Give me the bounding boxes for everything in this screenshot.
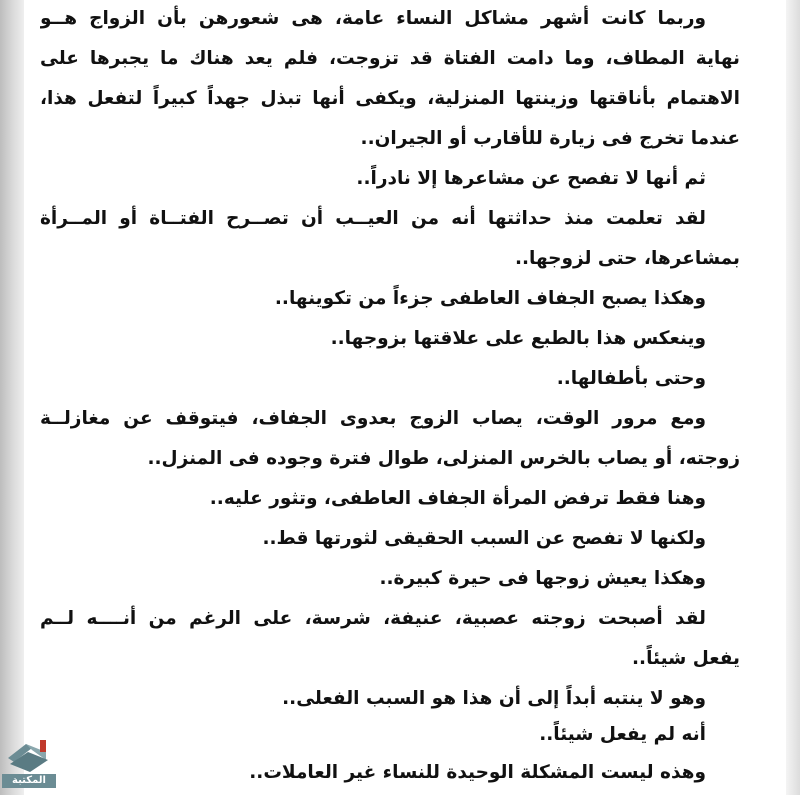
text-line-2: نهاية المطاف، وما دامت الفتاة قد تزوجت، فلم يعد هناك ما يجبرها على xyxy=(40,48,740,69)
text-line-3: الاهتمام بأناقتها وزينتها المنزلية، ويكفى أنها تبذل جهداً كبيراً لتفعل هذا، xyxy=(40,88,740,109)
text-line-13: وهنا فقط ترفض المرأة الجفاف العاطفى، وتثور عليه.. xyxy=(209,488,706,509)
text-line-5: ثم أنها لا تفصح عن مشاعرها إلا نادراً.. xyxy=(356,168,706,189)
library-watermark-label: المكتبة xyxy=(2,774,56,788)
text-line-18: وهو لا ينتبه أبداً إلى أن هذا هو السبب الفعلى.. xyxy=(282,688,706,709)
library-watermark xyxy=(2,738,56,792)
text-line-10: وحتى بأطفالها.. xyxy=(556,368,706,389)
text-line-16: لقد أصبحت زوجته عصبية، عنيفة، شرسة، على الرغم من أنــــه لــم xyxy=(40,608,706,629)
scan-edge-right xyxy=(786,0,800,795)
text-line-1: وربما كانت أشهر مشاكل النساء عامة، هى شعورهن بأن الزواج هــو xyxy=(40,8,706,29)
text-line-14: ولكنها لا تفصح عن السبب الحقيقى لثورتها قط.. xyxy=(262,528,706,549)
text-line-15: وهكذا يعيش زوجها فى حيرة كبيرة.. xyxy=(379,568,706,589)
text-line-19: أنه لم يفعل شيئاً.. xyxy=(539,724,706,745)
text-line-4: عندما تخرج فى زيارة للأقارب أو الجيران.. xyxy=(360,128,740,149)
text-line-6: لقد تعلمت منذ حداثتها أنه من العيــب أن تصــرح الفتــاة أو المــرأة xyxy=(40,208,706,229)
book-page xyxy=(40,0,740,795)
text-line-8: وهكذا يصبح الجفاف العاطفى جزءاً من تكوينها.. xyxy=(274,288,706,309)
text-line-17: يفعل شيئاً.. xyxy=(632,648,740,669)
library-book-icon xyxy=(2,738,56,776)
text-line-11: ومع مرور الوقت، يصاب الزوج بعدوى الجفاف، فيتوقف عن مغازلــة xyxy=(40,408,706,429)
text-line-12: زوجته، أو يصاب بالخرس المنزلى، طوال فترة وجوده فى المنزل.. xyxy=(147,448,740,469)
text-line-9: وينعكس هذا بالطبع على علاقتها بزوجها.. xyxy=(330,328,706,349)
scan-edge-left xyxy=(0,0,24,795)
text-line-7: بمشاعرها، حتى لزوجها.. xyxy=(514,248,740,269)
text-line-20: وهذه ليست المشكلة الوحيدة للنساء غير العاملات.. xyxy=(249,762,706,783)
